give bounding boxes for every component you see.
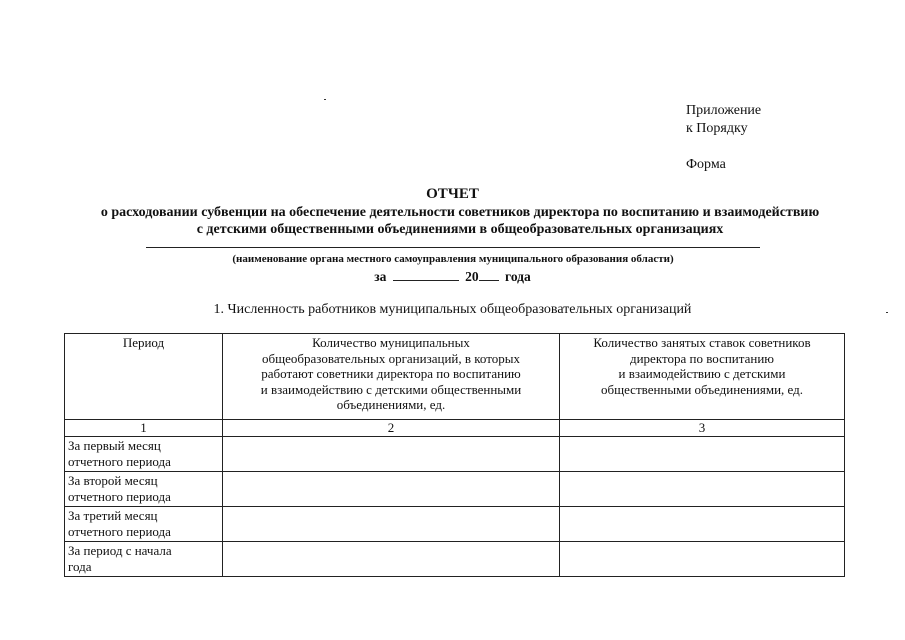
scan-speck xyxy=(324,99,326,100)
header-org-count-line: объединениями, ед. xyxy=(336,397,446,412)
column-number: 1 xyxy=(65,420,223,437)
row-label-line: За период с начала xyxy=(68,543,172,558)
header-positions-count-line: и взаимодействию с детскими xyxy=(618,366,786,381)
header-period: Период xyxy=(65,334,223,420)
subtitle-line-2: с детскими общественными объединениями в общеобразовательных организациях xyxy=(196,222,724,237)
appendix-line-2: к Порядку xyxy=(686,121,748,136)
org-count-cell[interactable] xyxy=(223,542,560,577)
positions-count-cell[interactable] xyxy=(560,542,845,577)
table-row xyxy=(65,507,845,542)
year-prefix: 20 xyxy=(465,269,479,284)
row-label-line: отчетного периода xyxy=(68,523,171,539)
header-positions-count xyxy=(560,334,845,420)
header-org-count-line: работают советники директора по воспитанию xyxy=(261,366,521,381)
reporting-period-line xyxy=(0,268,905,285)
org-count-cell[interactable] xyxy=(223,507,560,542)
header-org-count-line: общеобразовательных организаций, в которых xyxy=(262,350,520,366)
column-number-row xyxy=(65,420,845,437)
header-positions-count-line: директора по воспитанию xyxy=(629,350,774,366)
positions-count-cell[interactable] xyxy=(560,437,845,472)
column-number: 2 xyxy=(223,420,560,437)
org-count-cell[interactable] xyxy=(223,472,560,507)
header-positions-count-line: общественными объединениями, ед. xyxy=(600,381,804,397)
row-label xyxy=(65,437,223,472)
positions-count-cell[interactable] xyxy=(560,472,845,507)
header-org-count-line: Количество муниципальных xyxy=(312,335,470,350)
row-label-line: За третий месяц xyxy=(68,508,158,523)
section-title: 1. Численность работников муниципальных общеобразовательных организаций xyxy=(213,302,692,317)
report-title: ОТЧЕТ xyxy=(426,186,479,202)
period-suffix: года xyxy=(505,269,531,284)
header-org-count-line: и взаимодействию с детскими общественными xyxy=(260,381,522,397)
org-name-line xyxy=(146,247,760,248)
form-label: Форма xyxy=(686,157,726,172)
row-label-line: отчетного периода xyxy=(68,488,171,504)
header-positions-count-line: Количество занятых ставок советников xyxy=(593,335,811,350)
row-label-line: отчетного периода xyxy=(68,453,171,469)
table-row xyxy=(65,542,845,577)
appendix-line-1: Приложение xyxy=(686,103,762,118)
period-prefix: за xyxy=(374,269,387,284)
table-row xyxy=(65,472,845,507)
row-label-line: За первый месяц xyxy=(68,438,161,453)
report-subtitle xyxy=(40,204,880,238)
appendix-block xyxy=(686,102,761,174)
year-blank xyxy=(479,268,499,281)
table-header-row xyxy=(65,334,845,420)
period-blank xyxy=(393,268,459,281)
org-name-caption: (наименование органа местного самоуправления муниципального образования области) xyxy=(232,253,674,265)
row-label xyxy=(65,472,223,507)
row-label-line: года xyxy=(68,558,92,574)
positions-count-cell[interactable] xyxy=(560,507,845,542)
row-label-line: За второй месяц xyxy=(68,473,158,488)
header-org-count xyxy=(223,334,560,420)
row-label xyxy=(65,542,223,577)
column-number: 3 xyxy=(560,420,845,437)
row-label xyxy=(65,507,223,542)
subtitle-line-1: о расходовании субвенции на обеспечение деятельности советников директора по воспитанию и взаимодействию xyxy=(100,205,820,220)
org-count-cell[interactable] xyxy=(223,437,560,472)
table-row xyxy=(65,437,845,472)
report-table xyxy=(64,333,845,577)
